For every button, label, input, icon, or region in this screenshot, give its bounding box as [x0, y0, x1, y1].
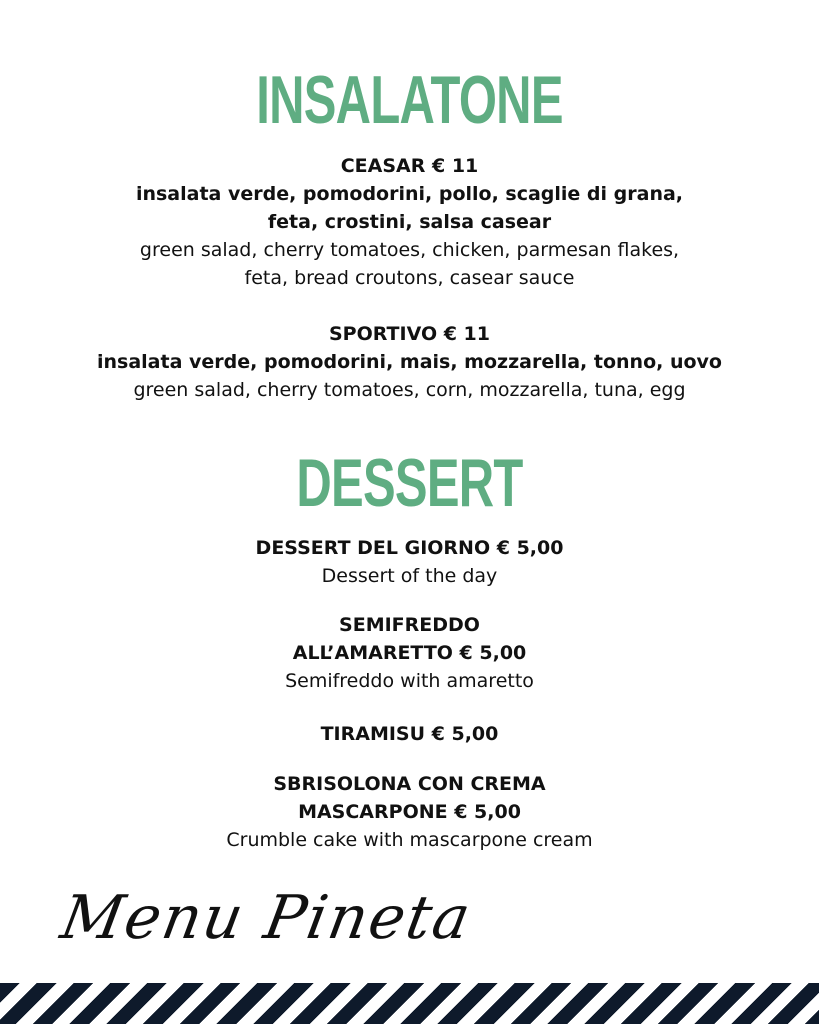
item-name-price: SEMIFREDDO: [339, 614, 480, 636]
item-name-price: CEASAR € 11: [340, 155, 479, 177]
insalatone-heading: INSALATONE: [256, 62, 563, 138]
item-english-desc: Dessert of the day: [321, 565, 498, 587]
item-italian-desc: insalata verde, pomodorini, mais, mozzarella, tonno, uovo: [97, 351, 722, 373]
item-name-price: ALL’AMARETTO € 5,00: [292, 642, 527, 664]
menu-item-tiramisu: [0, 720, 819, 748]
item-name-price: SBRISOLONA CON CREMA: [273, 773, 546, 795]
item-english-desc: feta, bread croutons, casear sauce: [244, 267, 575, 289]
item-name-price: MASCARPONE € 5,00: [298, 801, 521, 823]
menu-item-sportivo: [0, 320, 819, 404]
menu-item-ceasar: [0, 152, 819, 292]
menu-item-dessert-del-giorno: [0, 534, 819, 590]
item-italian-desc: feta, crostini, salsa casear: [267, 211, 552, 233]
item-italian-desc: insalata verde, pomodorini, pollo, scaglie di grana,: [135, 183, 684, 205]
menu-item-sbrisolona: [0, 770, 819, 854]
item-name-price: DESSERT DEL GIORNO € 5,00: [255, 537, 564, 559]
item-name-price: TIRAMISU € 5,00: [320, 723, 499, 745]
striped-footer-band: [0, 983, 819, 1024]
dessert-heading: DESSERT: [296, 445, 523, 521]
item-english-desc: green salad, cherry tomatoes, corn, mozzarella, tuna, egg: [133, 379, 686, 401]
item-english-desc: green salad, cherry tomatoes, chicken, parmesan flakes,: [139, 239, 680, 261]
menu-pineta-signature: Menu Pineta: [55, 883, 478, 953]
item-english-desc: Semifreddo with amaretto: [285, 670, 534, 692]
menu-item-semifreddo: [0, 611, 819, 695]
item-name-price: SPORTIVO € 11: [329, 323, 490, 345]
item-english-desc: Crumble cake with mascarpone cream: [226, 829, 593, 851]
